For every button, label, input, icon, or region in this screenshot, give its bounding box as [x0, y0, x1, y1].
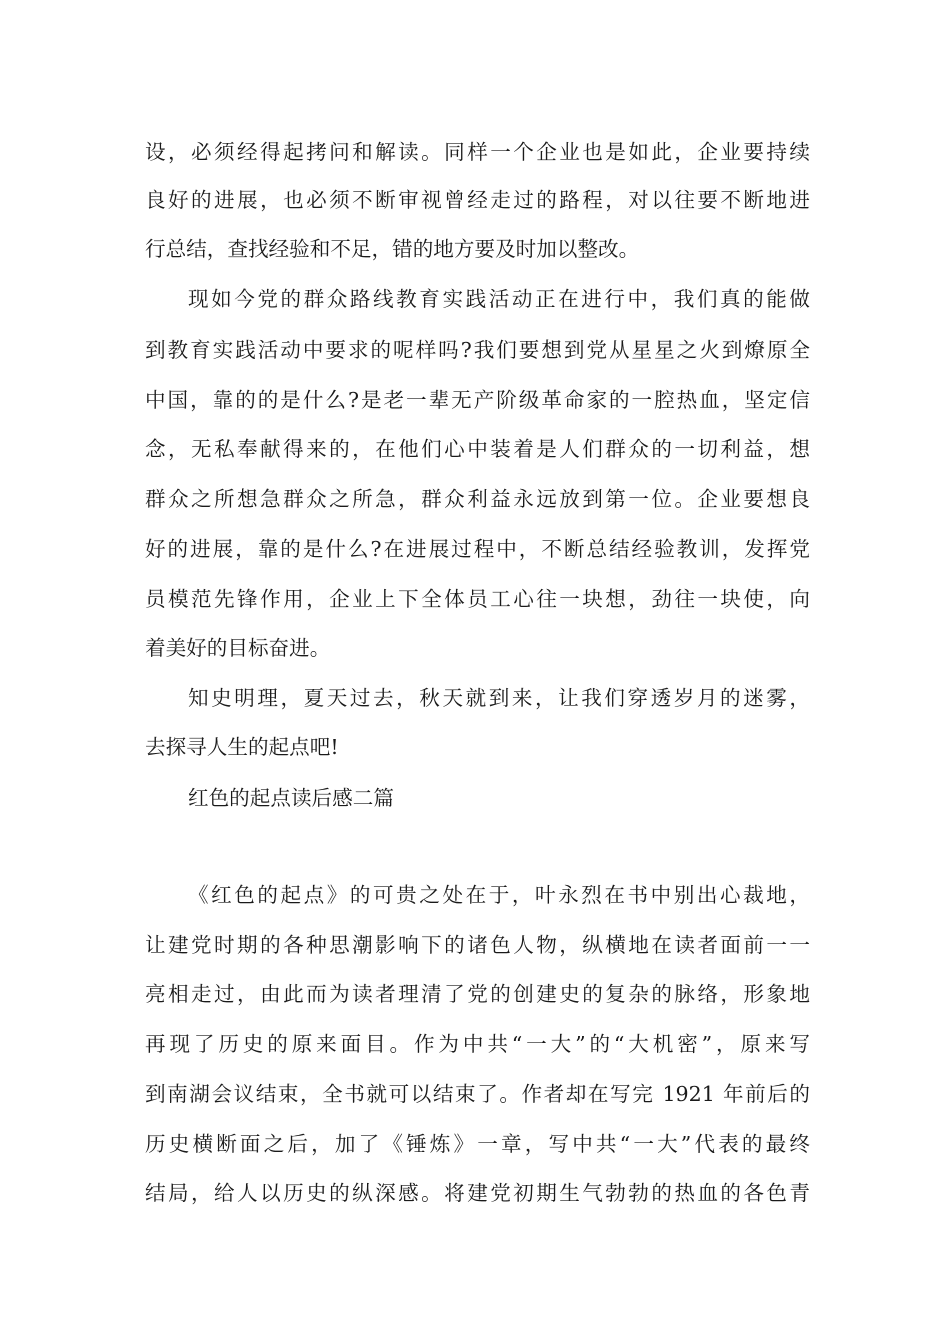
- text-line: 《红色的起点》的可贵之处在于，叶永烈在书中别出心裁地，: [188, 883, 810, 907]
- text-line: 现如今党的群众路线教育实践活动正在进行中，我们真的能做: [188, 287, 810, 311]
- text-line: 设，必须经得起拷问和解读。同样一个企业也是如此，企业要持续: [145, 140, 810, 164]
- text-line: 知史明理，夏天过去，秋天就到来，让我们穿透岁月的迷雾，: [188, 686, 810, 710]
- text-line: 好的进展，靠的是什么?在进展过程中，不断总结经验教训，发挥党: [145, 537, 810, 561]
- text-line: 再现了历史的原来面目。作为中共“一大”的“大机密”，原来写: [145, 1032, 810, 1056]
- text-line: 亮相走过，由此而为读者理清了党的创建史的复杂的脉络，形象地: [145, 982, 810, 1006]
- text-line: 结局，给人以历史的纵深感。将建党初期生气勃勃的热血的各色青: [145, 1181, 810, 1205]
- text-line: 历史横断面之后，加了《锤炼》一章，写中共“一大”代表的最终: [145, 1132, 810, 1156]
- text-line: 群众之所想急群众之所急，群众利益永远放到第一位。企业要想良: [145, 487, 810, 511]
- text-line: 念，无私奉献得来的，在他们心中装着是人们群众的一切利益，想: [145, 437, 810, 461]
- text-line: 中国，靠的的是什么?是老一辈无产阶级革命家的一腔热血，坚定信: [145, 388, 810, 412]
- text-line: 到教育实践活动中要求的呢样吗?我们要想到党从星星之火到燎原全: [145, 338, 810, 362]
- text-line: 让建党时期的各种思潮影响下的诸色人物，纵横地在读者面前一一: [145, 933, 810, 957]
- text-line: 到南湖会议结束，全书就可以结束了。作者却在写完 1921 年前后的: [145, 1082, 810, 1106]
- text-line: 员模范先锋作用，企业上下全体员工心往一块想，劲往一块使，向: [145, 587, 810, 611]
- text-line: 行总结，查找经验和不足，错的地方要及时加以整改。: [145, 237, 640, 261]
- section-title: 红色的起点读后感二篇: [188, 786, 394, 810]
- text-line: 良好的进展，也必须不断审视曾经走过的路程，对以往要不断地进: [145, 188, 810, 212]
- text-line: 去探寻人生的起点吧!: [145, 735, 339, 759]
- text-line: 着美好的目标奋进。: [145, 636, 331, 660]
